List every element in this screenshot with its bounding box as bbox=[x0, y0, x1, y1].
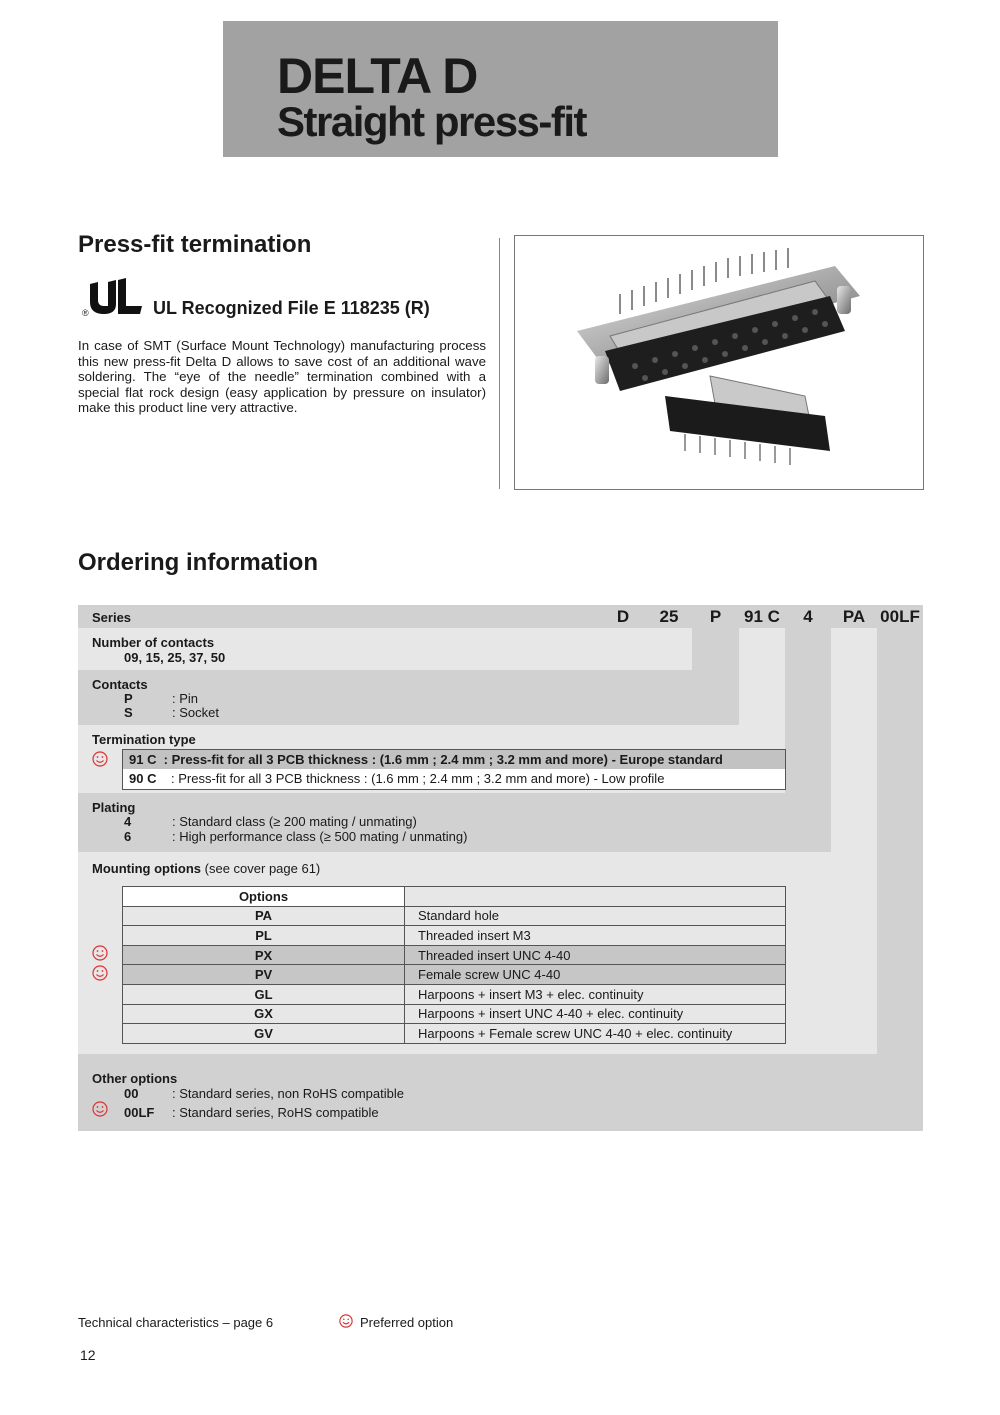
preferred-smiley-icon bbox=[92, 945, 108, 961]
table-row bbox=[123, 926, 786, 946]
code-plating: 4 bbox=[803, 607, 813, 626]
option-code: PV bbox=[123, 965, 405, 985]
mounting-label-line bbox=[92, 861, 320, 876]
termination-label: Termination type bbox=[92, 732, 196, 747]
option-code: PX bbox=[123, 945, 405, 965]
ul-recognized-text: UL Recognized File E 118235 (R) bbox=[153, 298, 430, 318]
preferred-smiley-icon bbox=[92, 1101, 108, 1117]
option-desc: Harpoons + insert UNC 4-40 + elec. continuity bbox=[405, 1004, 786, 1024]
code-contacts-count: 25 bbox=[659, 607, 679, 626]
code-series: D bbox=[616, 607, 630, 626]
preferred-option-legend: Preferred option bbox=[360, 1315, 454, 1330]
option-desc: Threaded insert UNC 4-40 bbox=[405, 945, 786, 965]
plating-code-4: 4 bbox=[124, 814, 132, 829]
option-code: GL bbox=[123, 984, 405, 1004]
code-termination: 91 C bbox=[744, 607, 780, 626]
ordering-heading: Ordering information bbox=[78, 549, 318, 576]
options-header: Options bbox=[123, 887, 405, 907]
contacts-label: Contacts bbox=[92, 677, 148, 692]
table-header-row bbox=[123, 887, 786, 907]
plating-code-6: 6 bbox=[124, 829, 132, 844]
contact-desc-p: : Pin bbox=[172, 691, 199, 706]
table-row bbox=[123, 1024, 786, 1044]
code-other: 00LF bbox=[880, 607, 920, 626]
option-desc: Harpoons + insert M3 + elec. continuity bbox=[405, 984, 786, 1004]
connector-illustration-icon bbox=[515, 236, 923, 489]
other-desc-00lf: : Standard series, RoHS compatible bbox=[172, 1105, 379, 1120]
option-code: GV bbox=[123, 1024, 405, 1044]
intro-paragraph: In case of SMT (Surface Mount Technology) manufacturing process this new press-fit Delta D allows to save cost of an additional wave soldering. The “eye of the needle” termination combined with a special flat rock design (easy application by pressure on insulator) make this product line very attractive. bbox=[78, 338, 486, 416]
option-code: GX bbox=[123, 1004, 405, 1024]
ul-recognized-logo-icon bbox=[80, 278, 150, 318]
mounting-note: (see cover page 61) bbox=[201, 861, 321, 876]
table-row bbox=[123, 965, 786, 985]
other-code-00: 00 bbox=[124, 1086, 139, 1101]
termination-row-91c bbox=[122, 749, 786, 770]
table-row bbox=[123, 1004, 786, 1024]
mounting-label: Mounting options bbox=[92, 861, 202, 876]
termination-91c-text: 91 C : Press-fit for all 3 PCB thickness : (1.6 mm ; 2.4 mm ; 3.2 mm and more) - Europe standard bbox=[129, 752, 723, 767]
other-desc-00: : Standard series, non RoHS compatible bbox=[172, 1086, 404, 1101]
option-desc: Standard hole bbox=[405, 906, 786, 926]
divider bbox=[499, 238, 500, 489]
press-fit-heading: Press-fit termination bbox=[78, 231, 312, 258]
page-number: 12 bbox=[80, 1347, 96, 1363]
product-title: DELTA D bbox=[277, 48, 478, 104]
preferred-smiley-icon bbox=[92, 965, 108, 981]
contacts-count-label: Number of contacts bbox=[92, 635, 215, 650]
option-code: PA bbox=[123, 906, 405, 926]
termination-90c-text: : Press-fit for all 3 PCB thickness : (1.6 mm ; 2.4 mm ; 3.2 mm and more) - Low profile bbox=[171, 771, 665, 786]
code-mounting: PA bbox=[842, 607, 866, 626]
product-photo bbox=[514, 235, 924, 490]
legend-smiley-icon bbox=[339, 1314, 353, 1328]
product-subtitle: Straight press-fit bbox=[277, 98, 587, 145]
table-row bbox=[123, 984, 786, 1004]
contacts-count-value: 09, 15, 25, 37, 50 bbox=[124, 650, 226, 665]
option-code: PL bbox=[123, 926, 405, 946]
code-contact-type: P bbox=[709, 607, 722, 626]
series-label: Series bbox=[92, 610, 132, 625]
plating-desc-6: : High performance class (≥ 500 mating / unmating) bbox=[172, 829, 468, 844]
tech-characteristics-ref: Technical characteristics – page 6 bbox=[78, 1315, 274, 1330]
plating-label: Plating bbox=[92, 800, 136, 815]
plating-desc-4: : Standard class (≥ 200 mating / unmating) bbox=[172, 814, 417, 829]
contact-code-p: P bbox=[124, 691, 133, 706]
preferred-smiley-icon bbox=[92, 751, 108, 767]
other-options-label: Other options bbox=[92, 1071, 178, 1086]
contact-code-s: S bbox=[124, 705, 133, 720]
table-row bbox=[123, 906, 786, 926]
other-code-00lf: 00LF bbox=[124, 1105, 155, 1120]
termination-90c-code: 90 C bbox=[129, 771, 157, 786]
option-desc: Female screw UNC 4-40 bbox=[405, 965, 786, 985]
mounting-options-table bbox=[122, 886, 786, 1044]
termination-row-90c bbox=[122, 769, 786, 790]
contact-desc-s: : Socket bbox=[172, 705, 219, 720]
option-desc: Harpoons + Female screw UNC 4-40 + elec. continuity bbox=[405, 1024, 786, 1044]
title-banner bbox=[223, 21, 778, 157]
option-desc: Threaded insert M3 bbox=[405, 926, 786, 946]
table-row bbox=[123, 945, 786, 965]
registered-mark: ® bbox=[82, 308, 89, 318]
